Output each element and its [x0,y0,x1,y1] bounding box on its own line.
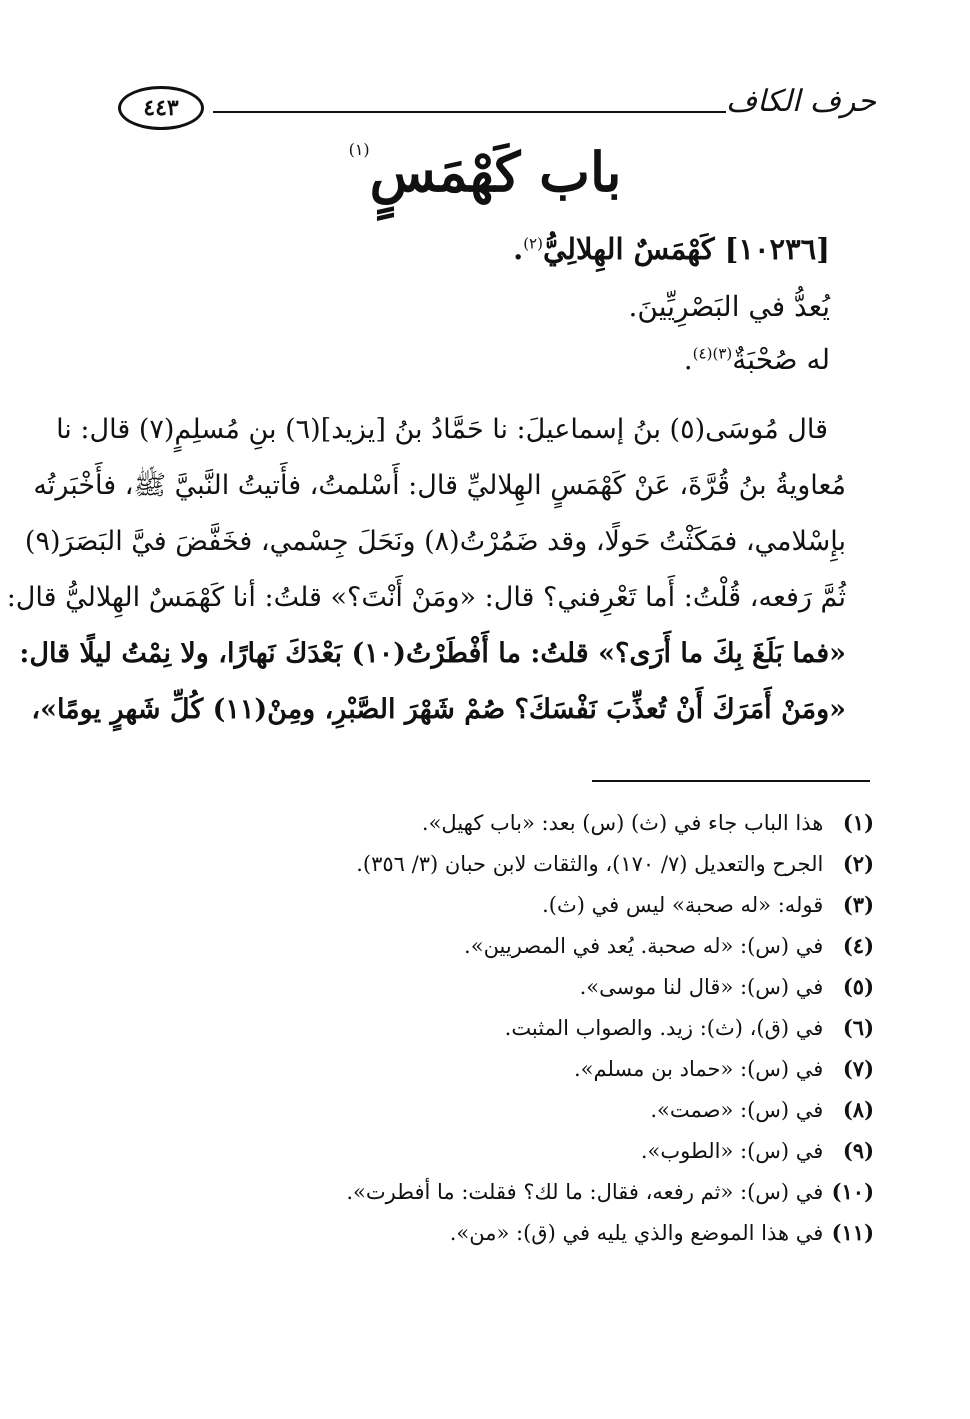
footnote-item [114,806,874,847]
footnote-text: في هذا الموضع والذي يليه في (ق): «من». [449,1221,824,1245]
footnote-item [114,1052,874,1093]
running-header [118,78,876,138]
footnote-item [114,1093,874,1134]
footnote-text: في (س): «الطوب». [640,1139,824,1163]
narration-line: مُعاويةُ بنُ قُرَّةَ، عَنْ كَهْمَسٍ الهِلاليِّ قال: أَسْلمتُ، فأَتيتُ النَّبيَّ ﷺ، فأَخْبَرتُه [33,470,846,501]
entry-line: له صُحْبَةٌ$^{(٣)(٤)}$. [683,343,830,376]
footnote-number: (١) [842,810,874,835]
footnote-number: (٩) [842,1138,874,1163]
header-rule [213,111,726,113]
entry-line-text: له صُحْبَةٌ [732,343,830,376]
footnote-number: (١٠) [831,1179,874,1204]
narration-line: «ومَنْ أَمَرَكَ أَنْ تُعذِّبَ نَفْسَكَ؟ صُمْ شَهْرَ الصَّبْرِ، ومِنْ(١١) كُلِّ شَهرٍ يومًا»، [31,694,846,725]
footnote-separator [592,780,870,782]
footnote-text: قوله: «له صحبة» ليس في (ث). [542,893,824,917]
footnote-item [114,847,874,888]
footnote-number: (٤) [842,933,874,958]
entry-heading: [١٠٢٣٦] كَهْمَسٌ الهِلالِيُّ$^{(٢)}$. [513,232,830,266]
footnote-text: في (س): «ثم رفعه، فقال: ما لك؟ فقلت: ما أفطرت». [346,1180,824,1204]
footnote-text: في (ق)، (ث): زيد. والصواب المثبت. [504,1016,824,1040]
narration-line: بإِسْلامي، فمَكَثْتُ حَولًا، وقد ضَمُرْتُ(٨) ونَحَلَ جِسْمي، فخَفَّضَ فيَّ البَصَرَ(٩) [24,526,846,557]
footnote-item [114,970,874,1011]
entry-heading-text: [١٠٢٣٦] كَهْمَسٌ الهِلالِيُّ [542,232,830,266]
footnote-text: في (س): «قال لنا موسى». [579,975,824,999]
page-number-badge: ٤٤٣ [118,86,204,130]
footnote-text: الجرح والتعديل (٧/ ١٧٠)، والثقات لابن حبان (٣/ ٣٥٦). [356,852,824,876]
chapter-footnote-ref: (١) [348,140,370,159]
footnote-item [114,929,874,970]
chapter-title [300,140,670,204]
footnotes-list [114,806,874,1257]
footnote-number: (٨) [842,1097,874,1122]
entry-line-ref: (٣)(٤) [692,344,733,363]
narration-paragraph [6,405,846,741]
narration-line: قال مُوسَى(٥) بنُ إسماعيلَ: نا حَمَّادُ بنُ [يزيد](٦) بنِ مُسلِمٍ(٧) قال: نا [56,414,828,445]
footnote-item [114,1011,874,1052]
footnote-item [114,888,874,929]
footnote-text: هذا الباب جاء في (ث) (س) بعد: «باب كهيل». [421,811,824,835]
chapter-title-text: باب كَهْمَسٍ [369,140,622,204]
footnote-text: في (س): «له صحبة. يُعد في المصريين». [464,934,824,958]
footnote-item [114,1216,874,1257]
entry-line-text: يُعدُّ في البَصْرِيِّينَ. [628,290,830,323]
narration-line: «فما بَلَغَ بِكَ ما أَرَى؟» قلتُ: ما أَفْطَرْتُ(١٠) بَعْدَكَ نَهارًا، ولا نِمْتُ ليلًا قال: [19,638,846,669]
header-title: حرف الكاف [725,84,876,119]
footnote-number: (٦) [842,1015,874,1040]
entry-heading-ref: (٢) [523,234,543,253]
footnote-number: (٣) [842,892,874,917]
footnote-item [114,1134,874,1175]
footnote-number: (١١) [831,1220,874,1245]
footnote-text: في (س): «حماد بن مسلم». [573,1057,824,1081]
entry-line [629,290,830,323]
narration-line: ثُمَّ رَفعه، قُلْتُ: أَما تَعْرِفني؟ قال: «ومَنْ أَنْتَ؟» قلتُ: أنا كَهْمَسٌ الهِلاليُّ قال: [6,582,846,613]
footnote-text: في (س): «صمت». [650,1098,824,1122]
footnote-item [114,1175,874,1216]
footnote-number: (٥) [842,974,874,999]
footnote-number: (٧) [842,1056,874,1081]
footnote-number: (٢) [842,851,874,876]
